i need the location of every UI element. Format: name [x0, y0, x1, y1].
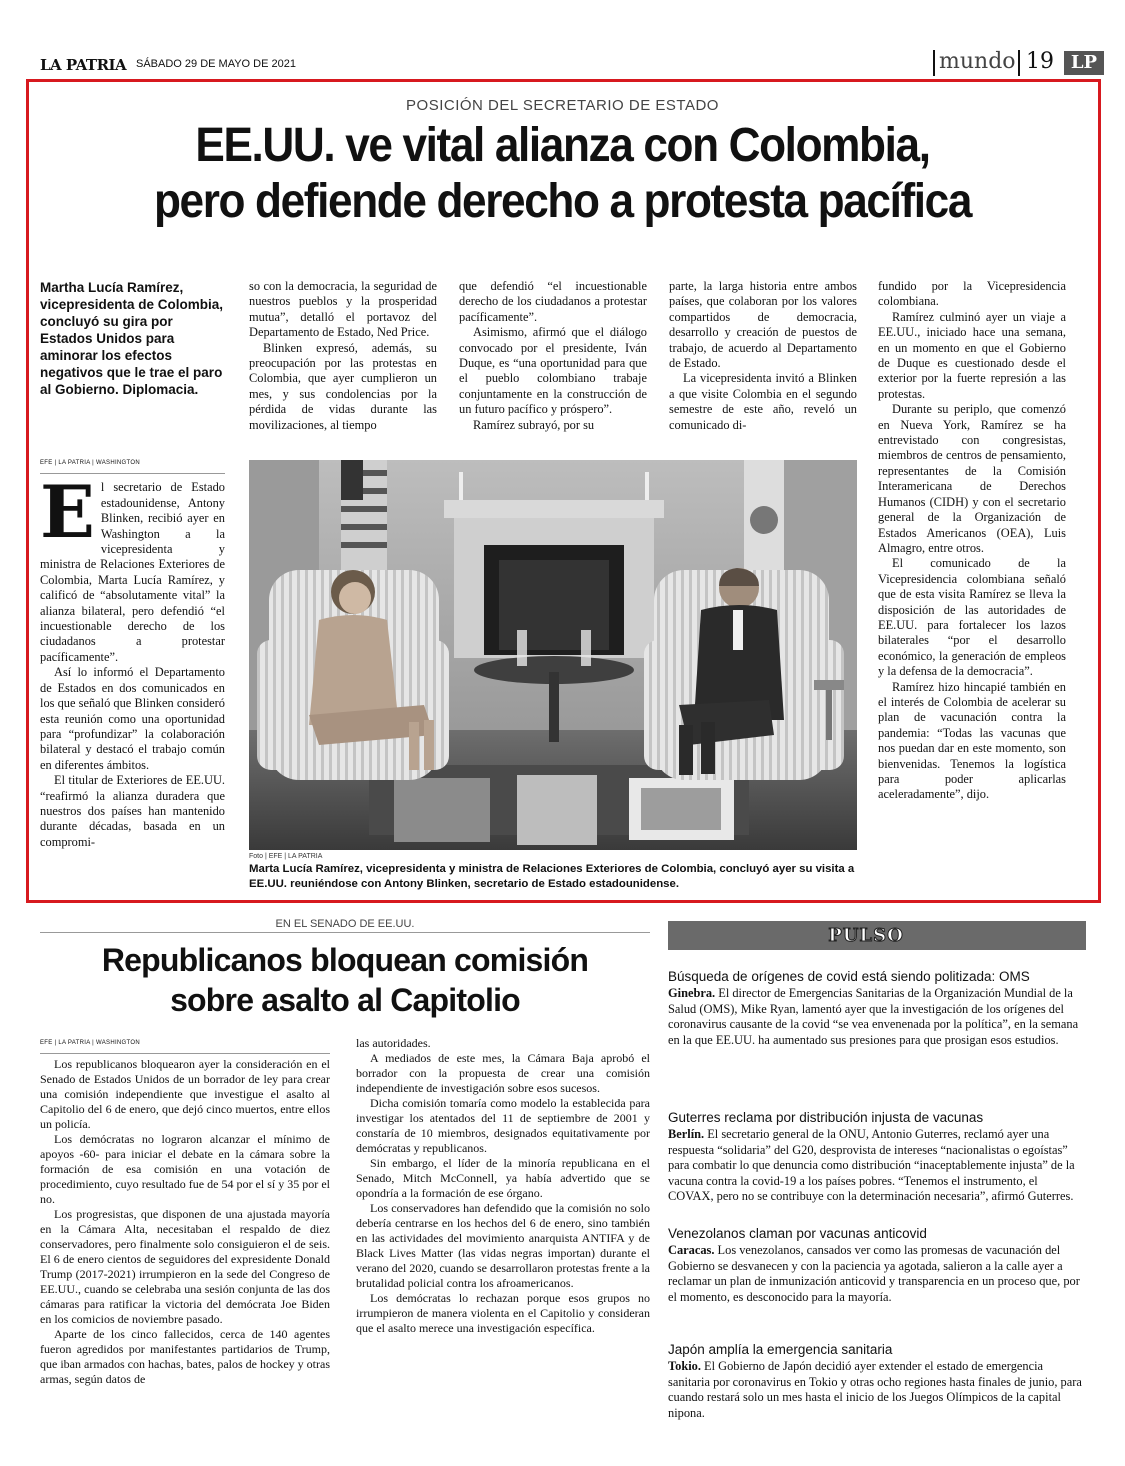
- paragraph: Aparte de los cinco fallecidos, cerca de 140 agentes fueron agredidos por manifestantes partidarios de Trump, que iban armados con hachas, bates, palos de hockey y otras armas, según datos de: [40, 1327, 330, 1386]
- pulso-item-title: Búsqueda de orígenes de covid está siendo politizada: OMS: [668, 969, 1030, 984]
- pulso-item-text: El director de Emergencias Sanitarias de la Organización Mundial de la Salud (OMS), Mike Ryan, lamentó ayer que la investigación de los orígenes del coronavirus causante de la covid “se vea envenenada por la política”, en la semana en la que EE.UU. ha aumentado sus presiones para que prosigan esos estudios.: [668, 986, 1079, 1047]
- paragraph: Ramírez hizo hincapié también en el interés de Colombia de acelerar su plan de vacunación contra la pandemia: “Todas las vacunas que nos puedan dar en este momento, son bienvenidas. Tenemos la logística para poder aplicarlas aceleradamente”, dijo.: [878, 679, 1066, 802]
- paragraph: parte, la larga historia entre ambos países, que colaboran por los valores compartidos de democracia, desarrollo y creación de puestos de trabajo, de acuerdo al Departamento de Estado.: [669, 279, 857, 371]
- paragraph: Asimismo, afirmó que el diálogo convocado por el presidente, Iván Duque, es “una oportunidad para que el pueblo colombiano trabaje conjuntamente en la construcción de un futuro pacífico y próspero”.: [459, 325, 647, 417]
- drop-cap: E: [40, 469, 95, 555]
- pulso-item-title: Venezolanos claman por vacunas anticovid: [668, 1226, 927, 1241]
- pulso-item: [668, 1226, 1086, 1305]
- newspaper-brand: LA PATRIA: [40, 56, 127, 74]
- paragraph: Los demócratas lo rechazan porque esos grupos no irrumpieron de manera violenta en el Capitolio y consideran que el asalto merece una investigación específica.: [356, 1291, 650, 1335]
- meeting-photo: [249, 460, 857, 850]
- issue-date: SÁBADO 29 DE MAYO DE 2021: [136, 58, 296, 70]
- paragraph: Los conservadores han defendido que la comisión no solo debería centrarse en los hechos del 6 de enero, sino también en las actividades del movimiento anarquista ANTIFA y de Black Lives Matter (las vidas negras importan) durante el verano del 2020, cuando se desarrollaron protestas frente a la brutalidad policial contra los afroamericanos.: [356, 1201, 650, 1290]
- pulso-item-dateline: Berlín.: [668, 1127, 705, 1141]
- second-story-byline: EFE | LA PATRIA | WASHINGTON: [40, 1036, 330, 1054]
- paragraph: Ramírez subrayó, por su: [473, 417, 595, 432]
- main-story-column-3: [459, 279, 647, 433]
- headline-line-2: sobre asalto al Capitolio: [170, 982, 520, 1018]
- pulso-item: [668, 969, 1086, 1048]
- main-story-column-1: [40, 456, 225, 850]
- paragraph: que defendió “el incuestionable derecho de los ciudadanos a protestar pacíficamente”.: [459, 279, 647, 324]
- paragraph: fundido por la Vicepresidencia colombiana.: [878, 279, 1066, 309]
- main-story-column-2: [249, 279, 437, 433]
- main-story-byline: EFE | LA PATRIA | WASHINGTON: [40, 456, 225, 474]
- paragraph: Los progresistas, que disponen de una ajustada mayoría en la Cámara Alta, necesitaban el respaldo de diez conservadores, pero finalmente solo consiguieron el de seis. El 6 de enero cientos de seguidores del expresidente Donald Trump (2017-2021) irrumpieron en la sede del Congreso de EE.UU., cuando se celebraba una sesión conjunta de las dos cámaras para ratificar la victoria del demócrata Joe Biden en los comicios de noviembre pasado.: [40, 1207, 330, 1326]
- pulso-item: [668, 1342, 1086, 1421]
- section-name: mundo: [933, 50, 1016, 76]
- main-story-column-5: [878, 279, 1066, 803]
- main-story-lead: Martha Lucía Ramírez, vicepresidenta de Colombia, concluyó su gira por Estados Unidos para aminorar los efectos negativos que le trae el paro al Gobierno. Diplomacia.: [40, 280, 224, 397]
- meeting-photo-illustration: [249, 460, 857, 850]
- second-story-headline: [40, 940, 650, 1020]
- page-number: 19: [1018, 50, 1054, 76]
- pulso-item-text: Los venezolanos, cansados ver como las promesas de vacunación del Gobierno se desvanecen y con la paciencia ya agotada, salieron a la calle ayer a reclamar un plan de inmunización anticovid y transparencia en un proceso que, por el momento, es desconocido para la mayoría.: [668, 1243, 1080, 1304]
- paragraph: A mediados de este mes, la Cámara Baja aprobó el borrador con la propuesta de crear una comisión independiente de investigación sobre esos sucesos.: [356, 1051, 650, 1095]
- photo-credit: Foto | EFE | LA PATRIA: [249, 853, 323, 860]
- headline-line-1: Republicanos bloquean comisión: [101, 942, 589, 978]
- newspaper-logo: LP: [1064, 51, 1104, 75]
- second-story-column-1: [40, 1036, 330, 1387]
- second-story-kicker: EN EL SENADO DE EE.UU.: [40, 918, 650, 933]
- paragraph: Dicha comisión tomaría como modelo la establecida para investigar los atentados del 11 de septiembre de 2001 y constaría de 10 miembros, designados equitativamente por demócratas y republicanos.: [356, 1096, 650, 1155]
- pulso-item-dateline: Caracas.: [668, 1243, 715, 1257]
- paragraph: so con la democracia, la seguridad de nuestros pueblos y la prosperidad mutua”, detalló el portavoz del Departamento de Estado, Ned Price.: [249, 279, 437, 340]
- pulso-item: [668, 1110, 1086, 1205]
- paragraph: El titular de Exteriores de EE.UU. “reafirmó la alianza duradera que nuestros dos países han mantenido durante décadas, basada en un compromi-: [40, 773, 225, 849]
- pulso-item-title: Japón amplía la emergencia sanitaria: [668, 1342, 893, 1357]
- main-story-column-4: [669, 279, 857, 433]
- paragraph: Blinken expresó, además, su preocupación por las protestas en Colombia, que ayer cumplieron un mes, y sus condolencias por la pérdida de vidas durante las movilizaciones, al tiempo: [249, 340, 437, 432]
- paragraph: Los republicanos bloquearon ayer la consideración en el Senado de Estados Unidos de un borrador de ley para crear una comisión independiente que investigue el asalto al Capitolio del 6 de enero, que dejó cinco muertos, entre ellos un policía.: [40, 1057, 330, 1131]
- paragraph: l secretario de Estado estadounidense, Antony Blinken, recibió ayer en Washington a la vicepresidenta y ministra de Relaciones Exteriores de Colombia, Marta Lucía Ramírez, y calificó de “absolutamente vital” la alianza bilateral, pero defendió “el incuestionable derecho de los ciudadanos a protestar pacíficamente”.: [40, 480, 225, 664]
- headline-line-1: EE.UU. ve vital alianza con Colombia,: [195, 119, 930, 172]
- main-story-kicker: POSICIÓN DEL SECRETARIO DE ESTADO: [406, 97, 719, 114]
- masthead: [40, 49, 1098, 78]
- paragraph: Ramírez culminó ayer un viaje a EE.UU., iniciado hace una semana, en un momento en que el Gobierno de Duque es cuestionado desde el exterior por la fuerte represión a las protestas.: [878, 309, 1066, 401]
- paragraph: La vicepresidenta invitó a Blinken a que visite Colombia en el segundo semestre de este año, reveló un comunicado di-: [669, 371, 857, 432]
- pulso-item-dateline: Ginebra.: [668, 986, 716, 1000]
- paragraph: Los demócratas no lograron alcanzar el mínimo de apoyos -60- para iniciar el debate en la cámara sobre la formación de esa comisión en una votación de procedimiento, cuyo resultado fue de 54 por el sí y 35 por el no.: [40, 1132, 330, 1206]
- pulso-item-text: El Gobierno de Japón decidió ayer extender el estado de emergencia sanitaria por coronavirus en Tokio y otras ocho regiones hasta finales de junio, para cuando restará solo un mes hasta el inicio de los Juegos Olímpicos de la capital nipona.: [668, 1359, 1082, 1420]
- pulso-item-title: Guterres reclama por distribución injusta de vacunas: [668, 1110, 984, 1125]
- pulso-label: PULSO: [828, 925, 904, 946]
- paragraph: Así lo informó el Departamento de Estados en dos comunicados en los que señaló que Blinken consideró esta reunión como una oportunidad para “profundizar” la colaboración bilateral y destacó el trabajo común en diferentes ámbitos.: [40, 665, 225, 772]
- photo-caption: Marta Lucía Ramírez, vicepresidenta y ministra de Relaciones Exteriores de Colombia, concluyó ayer su visita a EE.UU. reuniéndose con Antony Blinken, secretario de Estado estadounidense.: [249, 863, 855, 890]
- paragraph: Durante su periplo, que comenzó en Nueva York, Ramírez se ha entrevistado con congresistas, miembros de centros de pensamiento, representantes de la Comisión Interamericana de Derechos Humanos (CIDH) y con el secretario general de la Organización de Estados Americanos (OEA), Luis Almagro, entre otros.: [878, 402, 1066, 555]
- paragraph: El comunicado de la Vicepresidencia colombiana señaló que de esta visita Ramírez se lleva la disposición de las autoridades de EE.UU. para fortalecer los lazos bilaterales “por el desarrollo económico, la generación de empleos y la defensa de la democracia”.: [878, 556, 1066, 679]
- main-story-headline: [82, 118, 1043, 230]
- pulso-item-text: El secretario general de la ONU, Antonio Guterres, reclamó ayer una respuesta “solidaria” del G20, desprovista de intereses “nacionalistas o egoístas” para combatir lo que denuncia como distribución “inaceptablemente injusta” de la vacuna contra la covid-19 a los países pobres. “Tenemos el instrumento, el COVAX, pero no se contribuye con la determinación necesaria”, afirmó Guterres.: [668, 1127, 1075, 1204]
- pulso-item-dateline: Tokio.: [668, 1359, 701, 1373]
- second-story-column-2: [356, 1036, 650, 1336]
- paragraph: Sin embargo, el líder de la minoría republicana en el Senado, Mitch McConnell, ya había advertido que se opondría a la formación de ese órgano.: [356, 1156, 650, 1200]
- paragraph: las autoridades.: [356, 1036, 431, 1050]
- headline-line-2: pero defiende derecho a protesta pacífica: [153, 175, 972, 228]
